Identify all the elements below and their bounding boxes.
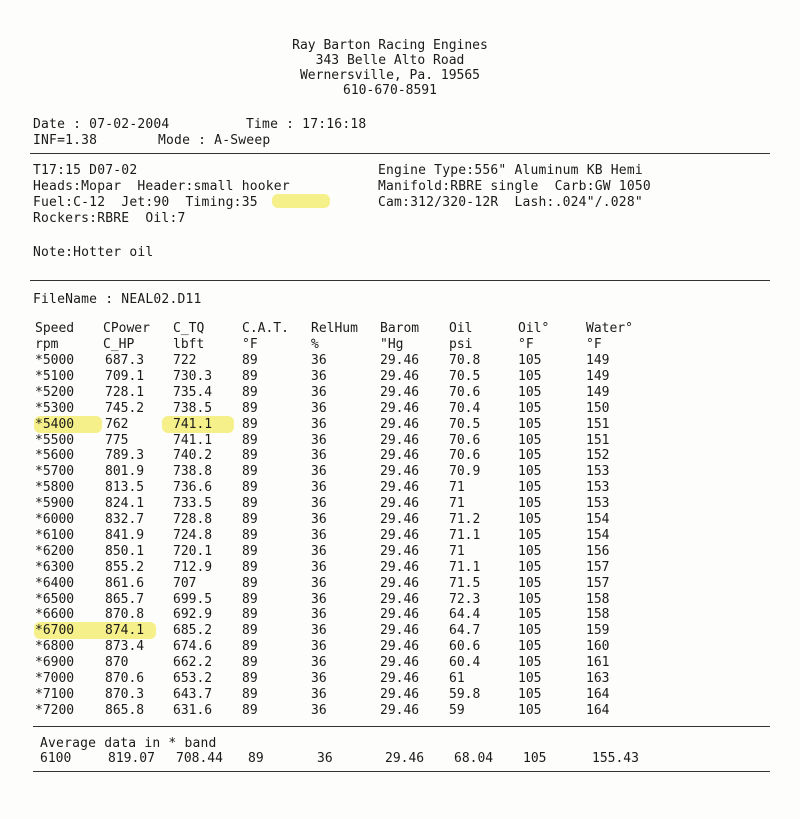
table-cell: 152 [586,448,610,464]
col-unit: °F [586,337,602,352]
table-cell: *7100 [35,686,75,702]
table-cell: 70.4 [449,400,481,416]
divider [33,726,770,727]
table-cell: 813.5 [105,480,145,496]
col-header: Oil° [518,321,550,336]
table-cell: 105 [518,686,542,702]
col-unit: "Hg [380,337,404,352]
table-cell: 733.5 [173,496,213,512]
table-cell: 775 [105,432,129,448]
table-cell: 89 [242,400,258,416]
table-cell: 71 [449,543,465,559]
table-cell: 29.46 [380,512,420,527]
table-cell: 36 [311,702,327,718]
avg-relhum: 36 [317,751,333,766]
table-cell: 105 [518,432,542,448]
col-header: Water° [586,321,633,336]
table-cell: *6200 [35,543,75,559]
table-cell: 161 [586,655,610,671]
table-cell: 153 [586,496,610,512]
table-cell: 105 [518,480,542,496]
col-unit: °F [242,337,258,352]
table-cell: 149 [586,368,610,384]
table-cell: 160 [586,639,610,655]
table-cell: 29.46 [380,368,420,384]
table-cell: 105 [518,448,542,464]
fuel-jet-timing: Fuel:C-12 Jet:90 Timing:35 [33,195,258,210]
table-cell: 105 [518,575,542,591]
table-cell: 29.46 [380,702,420,718]
table-cell: 36 [311,623,327,639]
table-cell: 720.1 [173,543,213,559]
table-cell: 728.8 [173,512,213,527]
table-cell: 64.4 [449,607,481,623]
sweep-mode: Mode : A-Sweep [158,133,271,148]
table-cell: 163 [586,671,610,686]
table-cell: 89 [242,607,258,623]
table-cell: 741.1 [173,432,213,448]
table-cell: 61 [449,671,465,686]
table-cell: 36 [311,400,327,416]
table-cell: 89 [242,496,258,512]
table-cell: 89 [242,512,258,527]
table-cell: 89 [242,671,258,686]
table-cell: 873.4 [105,639,145,655]
table-cell: 36 [311,686,327,702]
table-cell: 29.46 [380,353,420,368]
table-cell: 89 [242,686,258,702]
table-cell: *7000 [35,671,75,686]
table-cell: *6500 [35,591,75,607]
col-unit: lbft [173,337,205,352]
table-cell: 29.46 [380,543,420,559]
table-cell: 70.6 [449,432,481,448]
table-cell: 60.6 [449,639,481,655]
table-cell: 105 [518,591,542,607]
table-cell: 72.3 [449,591,481,607]
table-cell: 29.46 [380,384,420,400]
table-cell: 832.7 [105,512,145,527]
cam-lash: Cam:312/320-12R Lash:.024"/.028" [378,195,643,210]
company-phone: 610-670-8591 [343,83,437,98]
table-cell: 159 [586,623,610,639]
table-cell: 29.46 [380,639,420,655]
table-cell: 653.2 [173,671,213,686]
table-cell: 36 [311,559,327,575]
table-cell: 29.46 [380,464,420,480]
table-cell: 89 [242,559,258,575]
table-cell: 89 [242,464,258,480]
table-cell: 36 [311,432,327,448]
table-cell: 89 [242,655,258,671]
table-cell: 29.46 [380,480,420,496]
table-cell: *5100 [35,368,75,384]
table-cell: 70.8 [449,353,481,368]
table-cell: 157 [586,575,610,591]
table-cell: 738.8 [173,464,213,480]
table-cell: 870.3 [105,686,145,702]
table-cell: 59.8 [449,686,481,702]
table-cell: *5500 [35,432,75,448]
table-cell: 29.46 [380,400,420,416]
table-cell: 59 [449,702,465,718]
table-cell: 724.8 [173,527,213,543]
table-cell: 712.9 [173,559,213,575]
table-cell: 36 [311,448,327,464]
table-cell: *5400 [35,416,75,432]
average-label: Average data in * band [40,736,217,751]
table-cell: 762 [105,416,129,432]
table-cell: 36 [311,527,327,543]
table-cell: 105 [518,559,542,575]
test-id: T17:15 D07-02 [33,163,138,178]
table-cell: 674.6 [173,639,213,655]
table-cell: 150 [586,400,610,416]
col-unit: % [311,337,319,352]
avg-speed: 6100 [40,751,72,766]
table-cell: 89 [242,639,258,655]
table-cell: 699.5 [173,591,213,607]
table-cell: 154 [586,527,610,543]
table-cell: 70.6 [449,448,481,464]
table-cell: 738.5 [173,400,213,416]
table-cell: *6100 [35,527,75,543]
table-cell: 156 [586,543,610,559]
table-cell: 158 [586,607,610,623]
table-cell: *6800 [35,639,75,655]
table-cell: 89 [242,416,258,432]
table-cell: 157 [586,559,610,575]
table-cell: 153 [586,464,610,480]
table-cell: 740.2 [173,448,213,464]
table-cell: *7200 [35,702,75,718]
table-cell: 722 [173,353,197,368]
table-cell: 71.1 [449,527,481,543]
table-cell: 36 [311,671,327,686]
table-cell: *6300 [35,559,75,575]
table-cell: 29.46 [380,527,420,543]
table-cell: 29.46 [380,496,420,512]
table-cell: 36 [311,368,327,384]
table-cell: 36 [311,512,327,527]
table-cell: *5700 [35,464,75,480]
table-cell: 89 [242,702,258,718]
table-cell: 685.2 [173,623,213,639]
col-unit: C_HP [103,337,135,352]
run-date: Date : 07-02-2004 [33,117,170,132]
table-cell: 730.3 [173,368,213,384]
engine-type: Engine Type:556" Aluminum KB Hemi [378,163,643,178]
table-cell: 105 [518,464,542,480]
table-cell: 29.46 [380,607,420,623]
table-cell: *5900 [35,496,75,512]
table-cell: 153 [586,480,610,496]
divider [33,771,770,772]
table-cell: 64.7 [449,623,481,639]
table-cell: 105 [518,607,542,623]
table-cell: 36 [311,639,327,655]
table-cell: 89 [242,591,258,607]
table-cell: *6700 [35,623,75,639]
table-cell: 745.2 [105,400,145,416]
table-cell: 643.7 [173,686,213,702]
table-cell: *5200 [35,384,75,400]
table-cell: 855.2 [105,559,145,575]
table-cell: 151 [586,432,610,448]
table-cell: 29.46 [380,432,420,448]
table-cell: 89 [242,353,258,368]
table-cell: 36 [311,480,327,496]
table-cell: 105 [518,702,542,718]
table-cell: 105 [518,655,542,671]
table-cell: 89 [242,543,258,559]
col-header: CPower [103,321,150,336]
table-cell: *6000 [35,512,75,527]
table-cell: 164 [586,686,610,702]
table-cell: 89 [242,384,258,400]
table-cell: 105 [518,416,542,432]
table-cell: 70.5 [449,368,481,384]
table-cell: 151 [586,416,610,432]
avg-water-temp: 155.43 [592,751,639,766]
table-cell: *5000 [35,353,75,368]
table-cell: 728.1 [105,384,145,400]
table-cell: 89 [242,368,258,384]
table-cell: 71 [449,480,465,496]
avg-power: 819.07 [108,751,155,766]
col-header: RelHum [311,321,358,336]
col-header: Oil [449,321,473,336]
table-cell: 71 [449,496,465,512]
table-cell: 29.46 [380,559,420,575]
table-cell: 865.7 [105,591,145,607]
table-cell: 70.5 [449,416,481,432]
table-cell: *6400 [35,575,75,591]
rockers-oil: Rockers:RBRE Oil:7 [33,211,186,226]
col-unit: °F [518,337,534,352]
table-cell: 36 [311,384,327,400]
table-cell: 707 [173,575,197,591]
table-cell: 105 [518,496,542,512]
company-city: Wernersville, Pa. 19565 [299,68,480,83]
table-cell: 789.3 [105,448,145,464]
col-header: C.A.T. [242,321,289,336]
col-unit: psi [449,337,473,352]
col-unit: rpm [35,337,59,352]
table-cell: 29.46 [380,575,420,591]
table-cell: 36 [311,416,327,432]
table-cell: 29.46 [380,416,420,432]
company-name: Ray Barton Racing Engines [292,38,488,53]
table-cell: 105 [518,543,542,559]
table-cell: 870.6 [105,671,145,686]
table-cell: *5800 [35,480,75,496]
table-cell: 29.46 [380,448,420,464]
table-cell: 36 [311,543,327,559]
avg-oil-temp: 105 [523,751,547,766]
manifold-carb: Manifold:RBRE single Carb:GW 1050 [378,179,651,194]
table-cell: 36 [311,496,327,512]
table-cell: 105 [518,639,542,655]
table-cell: 736.6 [173,480,213,496]
table-cell: 105 [518,400,542,416]
table-cell: 824.1 [105,496,145,512]
table-cell: 741.1 [173,416,213,432]
note: Note:Hotter oil [33,245,154,260]
table-cell: 164 [586,702,610,718]
table-cell: 105 [518,527,542,543]
table-cell: 105 [518,353,542,368]
table-cell: 105 [518,512,542,527]
table-cell: 70.6 [449,384,481,400]
table-cell: *6900 [35,655,75,671]
table-cell: 36 [311,607,327,623]
table-cell: 874.1 [105,623,145,639]
table-cell: 865.8 [105,702,145,718]
table-cell: 36 [311,655,327,671]
table-cell: 870 [105,655,129,671]
company-street: 343 Belle Alto Road [315,53,465,68]
table-cell: 801.9 [105,464,145,480]
table-cell: 105 [518,368,542,384]
table-cell: 71.1 [449,559,481,575]
table-cell: 149 [586,384,610,400]
table-cell: *5600 [35,448,75,464]
table-cell: 105 [518,671,542,686]
col-header: Barom [380,321,420,336]
table-cell: 29.46 [380,623,420,639]
table-cell: 60.4 [449,655,481,671]
table-cell: 870.8 [105,607,145,623]
table-cell: 71.2 [449,512,481,527]
table-cell: *6600 [35,607,75,623]
table-cell: 36 [311,591,327,607]
run-time: Time : 17:16:18 [246,117,367,132]
table-cell: 709.1 [105,368,145,384]
table-cell: 29.46 [380,655,420,671]
table-cell: 89 [242,623,258,639]
table-cell: 105 [518,623,542,639]
table-cell: 89 [242,448,258,464]
table-cell: 154 [586,512,610,527]
table-cell: 89 [242,575,258,591]
inf-value: INF=1.38 [33,133,98,148]
table-cell: 735.4 [173,384,213,400]
table-cell: 89 [242,432,258,448]
table-cell: 687.3 [105,353,145,368]
table-cell: *5300 [35,400,75,416]
table-cell: 662.2 [173,655,213,671]
avg-oil-psi: 68.04 [454,751,494,766]
table-cell: 158 [586,591,610,607]
table-cell: 36 [311,353,327,368]
table-cell: 861.6 [105,575,145,591]
table-cell: 36 [311,575,327,591]
file-name: FileName : NEAL02.D11 [33,292,202,307]
table-cell: 70.9 [449,464,481,480]
table-cell: 89 [242,527,258,543]
table-cell: 631.6 [173,702,213,718]
heads-header: Heads:Mopar Header:small hooker [33,179,290,194]
table-cell: 89 [242,480,258,496]
avg-torque: 708.44 [176,751,223,766]
avg-cat: 89 [248,751,264,766]
col-header: Speed [35,321,75,336]
table-cell: 841.9 [105,527,145,543]
table-cell: 71.5 [449,575,481,591]
table-cell: 850.1 [105,543,145,559]
avg-barom: 29.46 [385,751,425,766]
table-cell: 29.46 [380,591,420,607]
table-cell: 36 [311,464,327,480]
table-cell: 692.9 [173,607,213,623]
table-cell: 105 [518,384,542,400]
table-cell: 29.46 [380,671,420,686]
table-cell: 149 [586,353,610,368]
table-cell: 29.46 [380,686,420,702]
col-header: C_TQ [173,321,205,336]
